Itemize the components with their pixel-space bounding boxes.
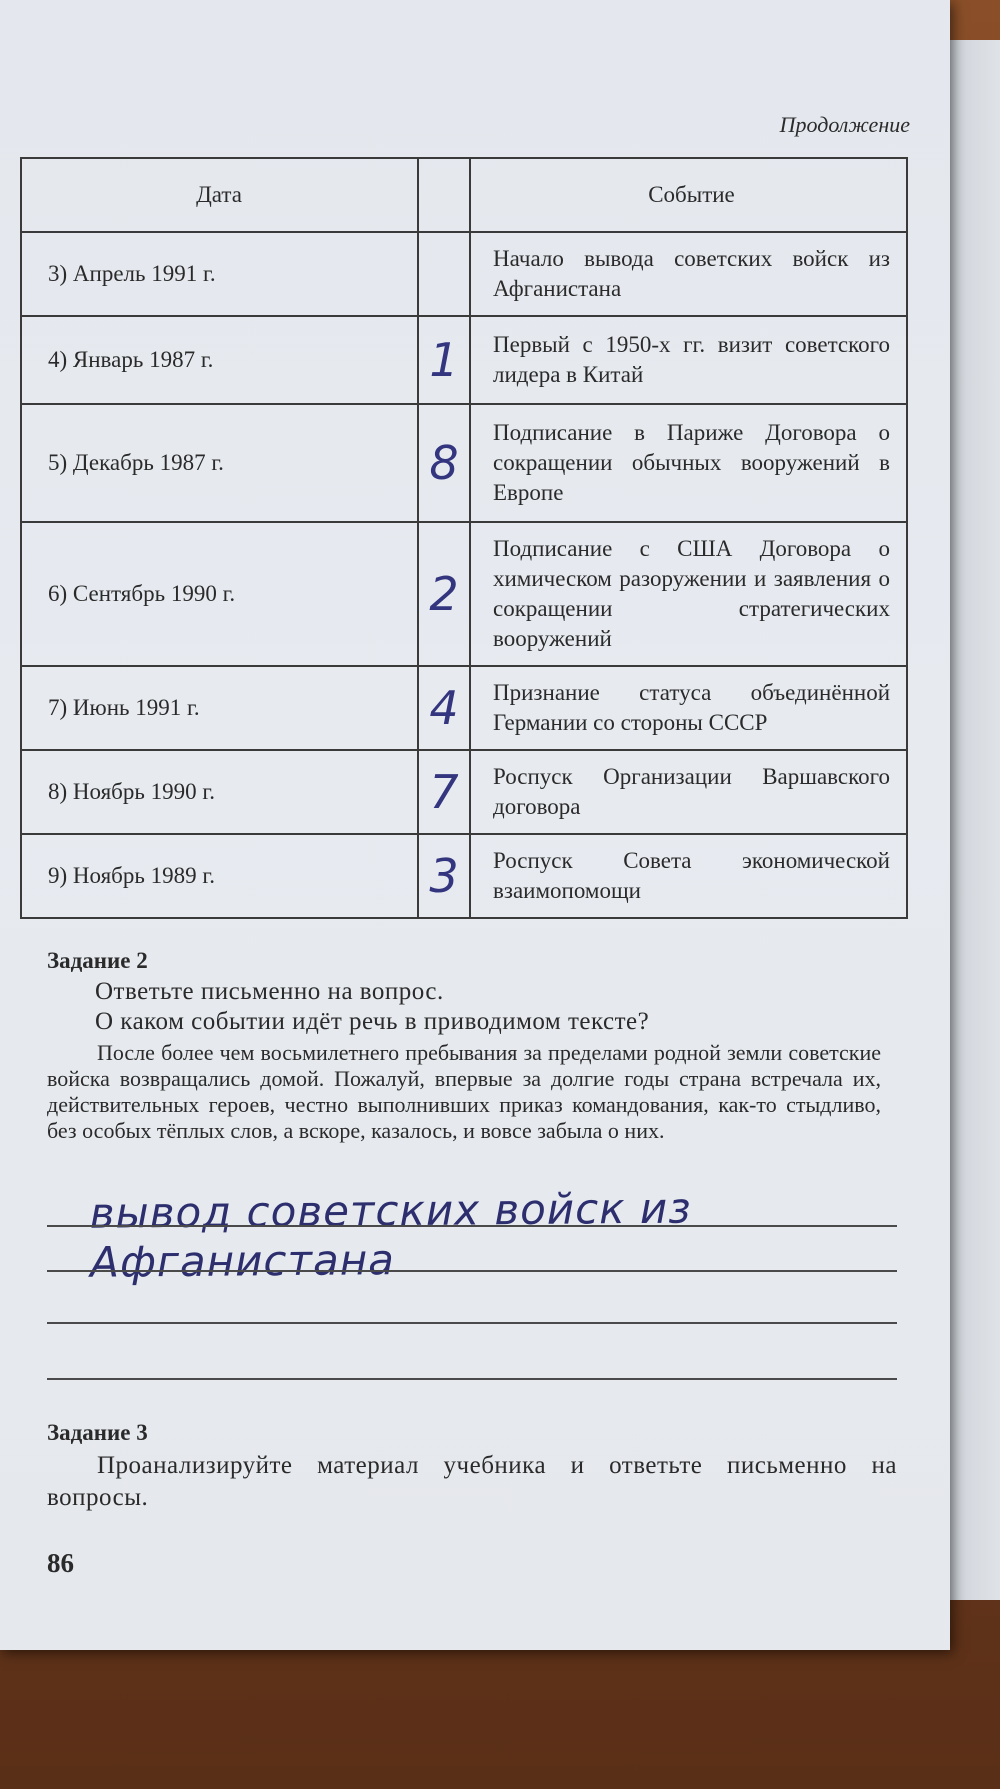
table-row bbox=[21, 834, 907, 918]
row-event: Роспуск Организации Варшавского договора bbox=[470, 750, 907, 834]
answer-line bbox=[47, 1225, 897, 1227]
row-handwritten-mark: 7 bbox=[418, 750, 470, 834]
header-date: Дата bbox=[21, 158, 418, 232]
table-row bbox=[21, 666, 907, 750]
page-number: 86 bbox=[47, 1548, 74, 1578]
task3-title: Задание 3 bbox=[47, 1420, 148, 1445]
row-event: Начало вывода советских войск из Афганистана bbox=[470, 232, 907, 316]
answer-line bbox=[47, 1322, 897, 1324]
row-date: 3) Апрель 1991 г. bbox=[21, 232, 418, 316]
table-row bbox=[21, 316, 907, 404]
row-date: 6) Сентябрь 1990 г. bbox=[21, 522, 418, 666]
row-handwritten-mark: 4 bbox=[418, 666, 470, 750]
row-event: Роспуск Совета экономической взаимопомощи bbox=[470, 834, 907, 918]
row-date: 4) Январь 1987 г. bbox=[21, 316, 418, 404]
row-handwritten-mark: 1 bbox=[418, 316, 470, 404]
row-date: 7) Июнь 1991 г. bbox=[21, 666, 418, 750]
header-event: Событие bbox=[470, 158, 907, 232]
row-date: 9) Ноябрь 1989 г. bbox=[21, 834, 418, 918]
task2-title: Задание 2 bbox=[47, 948, 148, 973]
adjacent-page-edge bbox=[950, 40, 1000, 1600]
row-date: 5) Декабрь 1987 г. bbox=[21, 404, 418, 522]
row-event: Подписание в Париже Договора о сокращении обычных вооружений в Европе bbox=[470, 404, 907, 522]
answer-line bbox=[47, 1270, 897, 1272]
row-event: Признание статуса объединённой Германии со стороны СССР bbox=[470, 666, 907, 750]
row-event: Первый с 1950-х гг. визит советского лидера в Китай bbox=[470, 316, 907, 404]
row-handwritten-mark: 2 bbox=[418, 522, 470, 666]
row-date: 8) Ноябрь 1990 г. bbox=[21, 750, 418, 834]
task3-text: Проанализируйте материал учебника и ответьте письменно на вопросы. bbox=[47, 1452, 897, 1511]
task2-quote: После более чем восьмилетнего пребывания за пределами родной земли советские войска возвращались домой. Пожалуй, впервые за долгие годы страна встречала их, действительных героев, честно выполнивших приказ командования, как-то стыдливо, без особых тёплых слов, а вскоре, казалось, и вовсе забыла о них. bbox=[47, 1040, 881, 1143]
header-mark bbox=[418, 158, 470, 232]
table-row bbox=[21, 404, 907, 522]
task2-instruction: Ответьте письменно на вопрос. bbox=[95, 978, 444, 1005]
table-row bbox=[21, 750, 907, 834]
task2-question: О каком событии идёт речь в приводимом тексте? bbox=[95, 1008, 650, 1035]
row-event: Подписание с США Договора о химическом разоружении и заявления о сокращении стратегических вооружений bbox=[470, 522, 907, 666]
table-row bbox=[21, 232, 907, 316]
handwritten-answer: вывод советских войск из Афганистана bbox=[89, 1183, 692, 1287]
running-head: Продолжение bbox=[779, 112, 910, 137]
answer-line bbox=[47, 1378, 897, 1380]
table-header-row bbox=[21, 158, 907, 232]
row-handwritten-mark: 3 bbox=[418, 834, 470, 918]
row-handwritten-mark bbox=[418, 232, 470, 316]
events-table bbox=[20, 157, 908, 919]
table-row bbox=[21, 522, 907, 666]
row-handwritten-mark: 8 bbox=[418, 404, 470, 522]
